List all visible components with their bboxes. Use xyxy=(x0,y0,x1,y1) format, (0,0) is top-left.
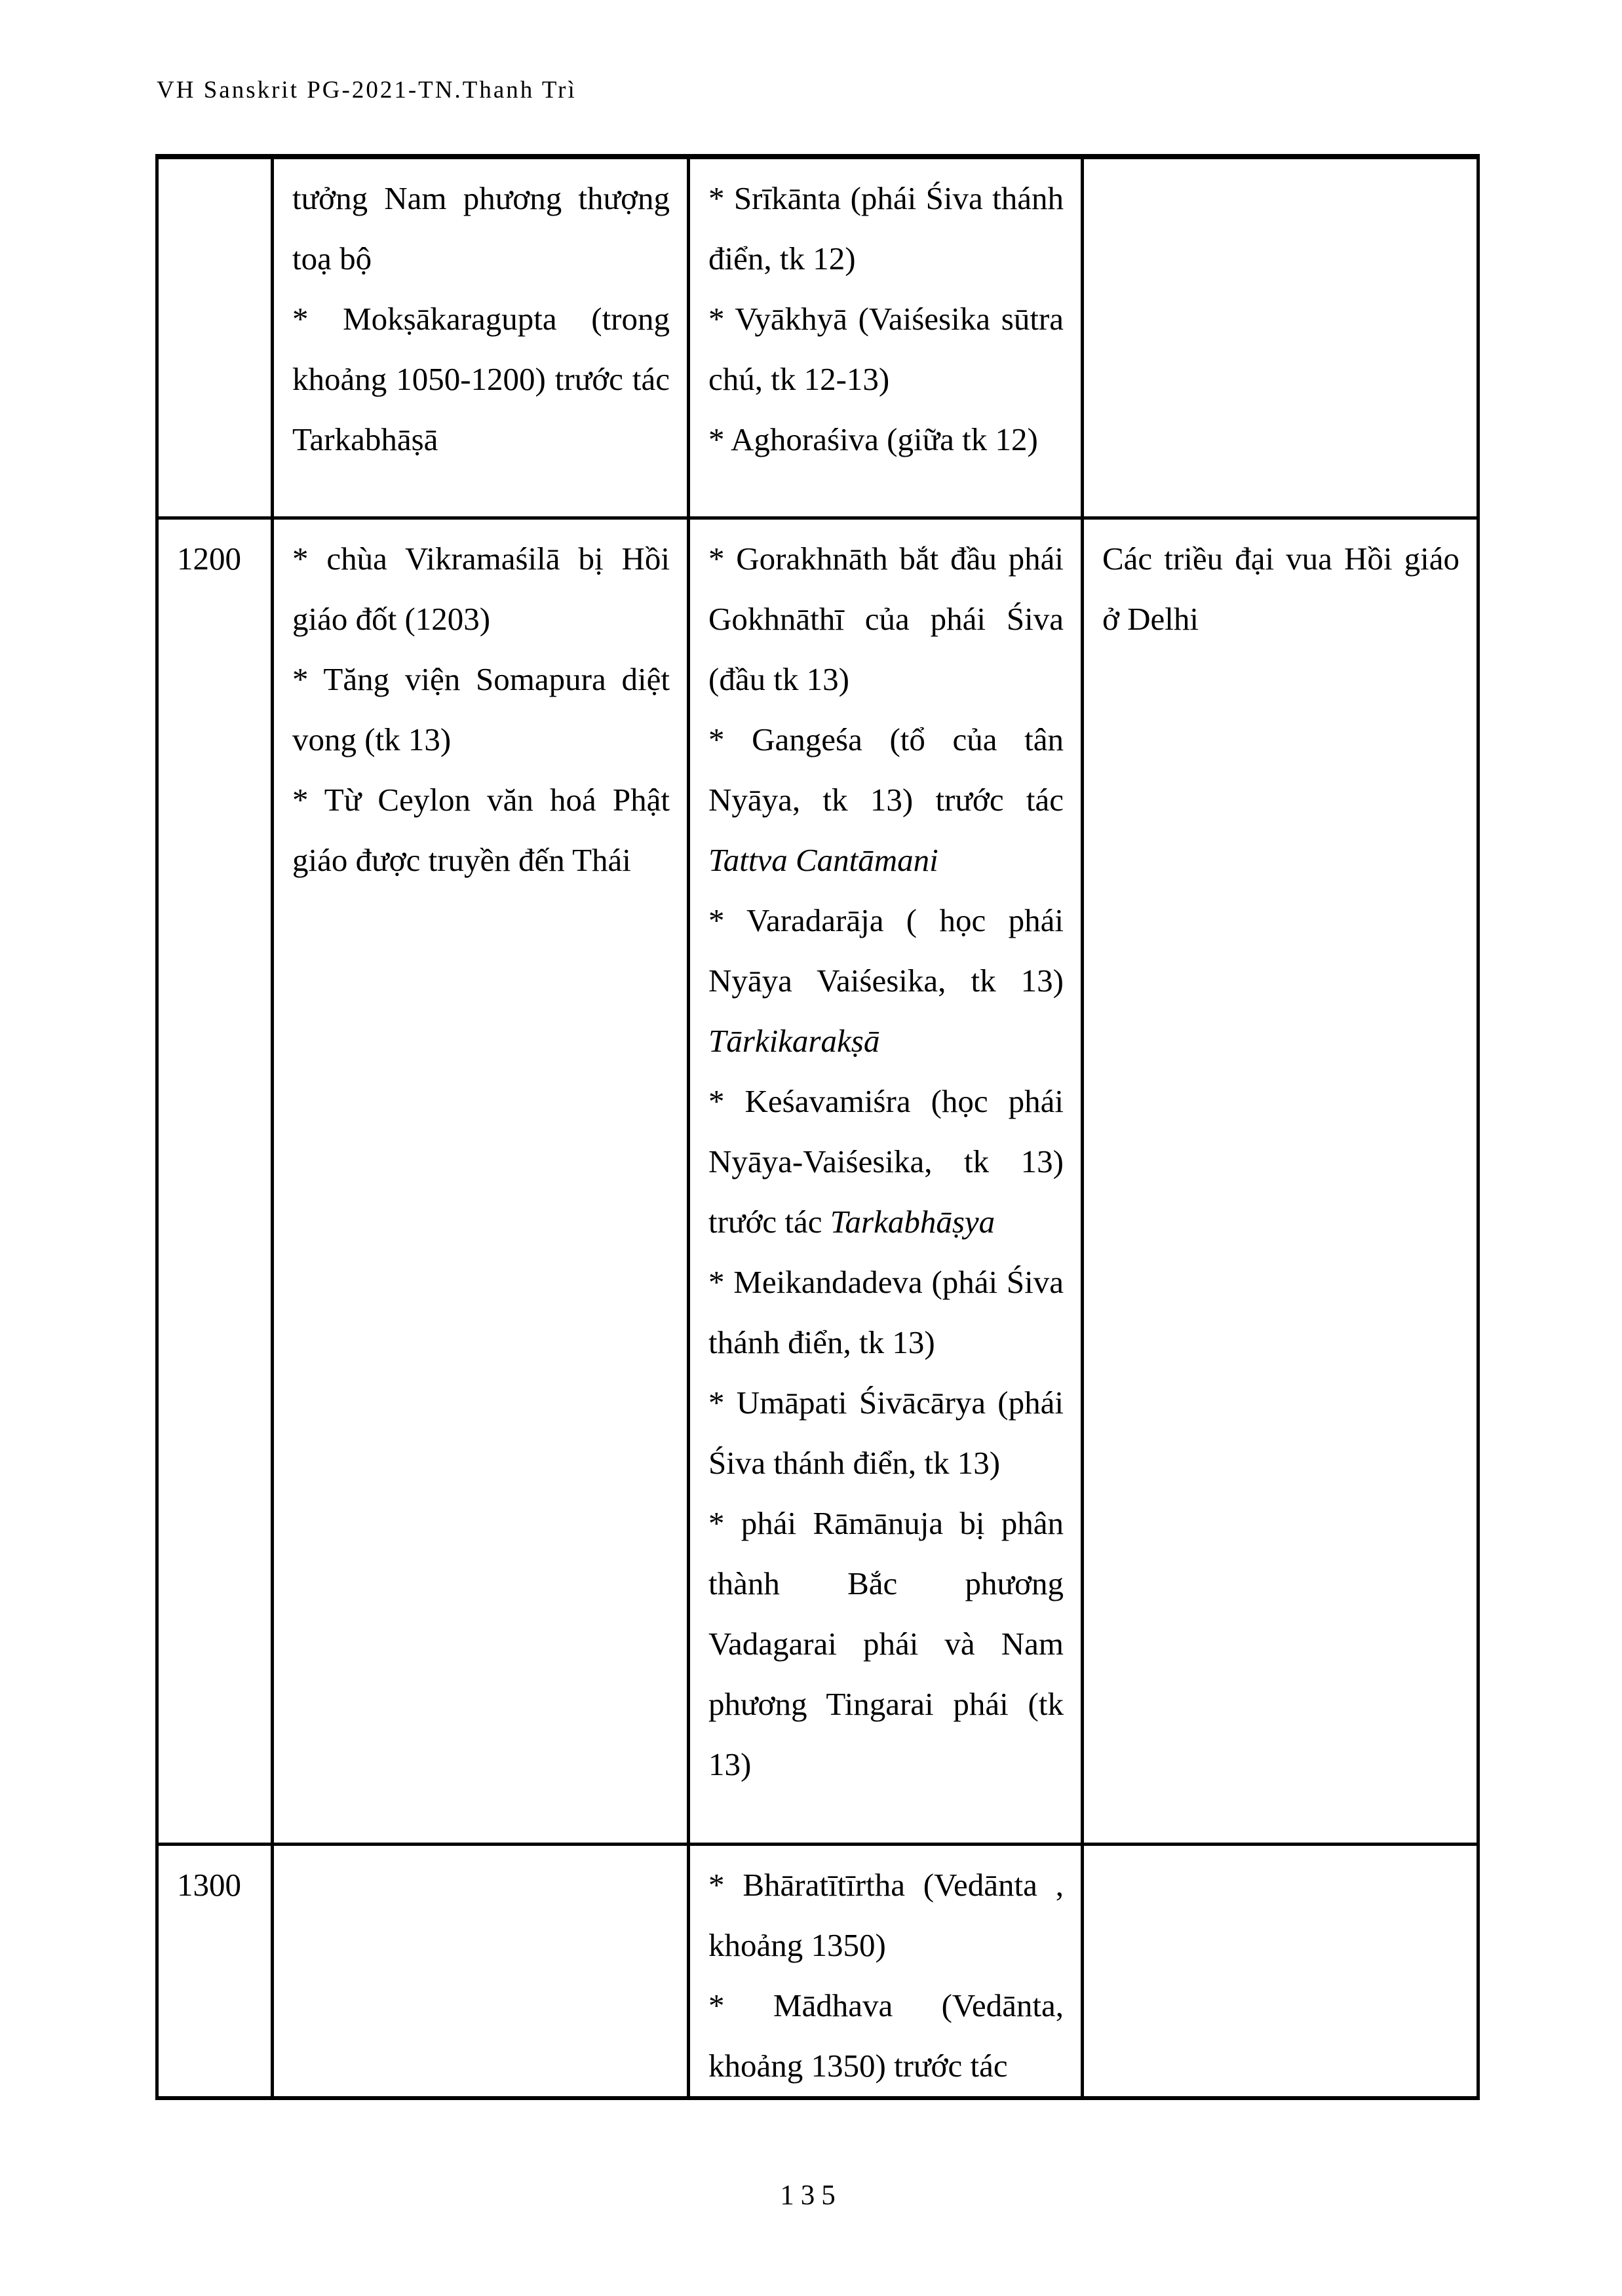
event-item: * Varadarāja ( học phái Nyāya Vaiśesika, tk 13) Tārkikarakṣā xyxy=(708,902,1064,1059)
event-item: * Mādhava (Vedānta, khoảng 1350) trước tác xyxy=(708,1987,1064,2084)
year-cell xyxy=(157,157,273,518)
hinduism-events-cell xyxy=(689,518,1083,1844)
event-item: tưởng Nam phương thượng toạ bộ xyxy=(292,180,670,277)
buddhism-events-cell xyxy=(273,157,689,518)
event-item: * Vyākhyā (Vaiśesika sūtra chú, tk 12-13) xyxy=(708,301,1064,397)
event-item: * Gorakhnāth bắt đầu phái Gokhnāthī của phái Śiva (đầu tk 13) xyxy=(708,540,1064,697)
timeline-table xyxy=(155,154,1480,2100)
event-item: * Gangeśa (tổ của tân Nyāya, tk 13) trước tác Tattva Cantāmani xyxy=(708,721,1064,878)
year-cell: 1200 xyxy=(157,518,273,1844)
event-item: * Từ Ceylon văn hoá Phật giáo được truyền đến Thái xyxy=(292,781,670,878)
buddhism-events-cell xyxy=(273,1844,689,2098)
event-item: * Umāpati Śivācārya (phái Śiva thánh điển, tk 13) xyxy=(708,1384,1064,1481)
hinduism-events-cell xyxy=(689,157,1083,518)
event-item: * phái Rāmānuja bị phân thành Bắc phương Vadagarai phái và Nam phương Tingarai phái (tk 13) xyxy=(708,1504,1064,1782)
table-row xyxy=(157,157,1478,518)
table-row xyxy=(157,1844,1478,2098)
event-item: * Tăng viện Somapura diệt vong (tk 13) xyxy=(292,660,670,757)
event-item: Các triều đại vua Hồi giáo ở Delhi xyxy=(1102,540,1459,637)
event-item: * Mokṣākaragupta (trong khoảng 1050-1200) trước tác Tarkabhāṣā xyxy=(292,301,670,457)
event-item: * Srīkānta (phái Śiva thánh điển, tk 12) xyxy=(708,180,1064,277)
event-item: * Keśavamiśra (học phái Nyāya-Vaiśesika, tk 13) trước tác Tarkabhāṣya xyxy=(708,1082,1064,1240)
context-cell xyxy=(1083,518,1478,1844)
event-item: * chùa Vikramaśilā bị Hồi giáo đốt (1203) xyxy=(292,540,670,637)
event-item: * Bhāratītīrtha (Vedānta , khoảng 1350) xyxy=(708,1866,1064,1963)
event-item: * Aghoraśiva (giữa tk 12) xyxy=(708,421,1038,457)
buddhism-events-cell xyxy=(273,518,689,1844)
page-number: 135 xyxy=(780,2180,842,2211)
event-item: * Meikandadeva (phái Śiva thánh điển, tk 13) xyxy=(708,1263,1064,1360)
table-row xyxy=(157,518,1478,1844)
context-cell xyxy=(1083,1844,1478,2098)
context-cell xyxy=(1083,157,1478,518)
year-cell: 1300 xyxy=(157,1844,273,2098)
hinduism-events-cell xyxy=(689,1844,1083,2098)
page-title: VH Sanskrit PG-2021-TN.Thanh Trì xyxy=(157,77,577,104)
